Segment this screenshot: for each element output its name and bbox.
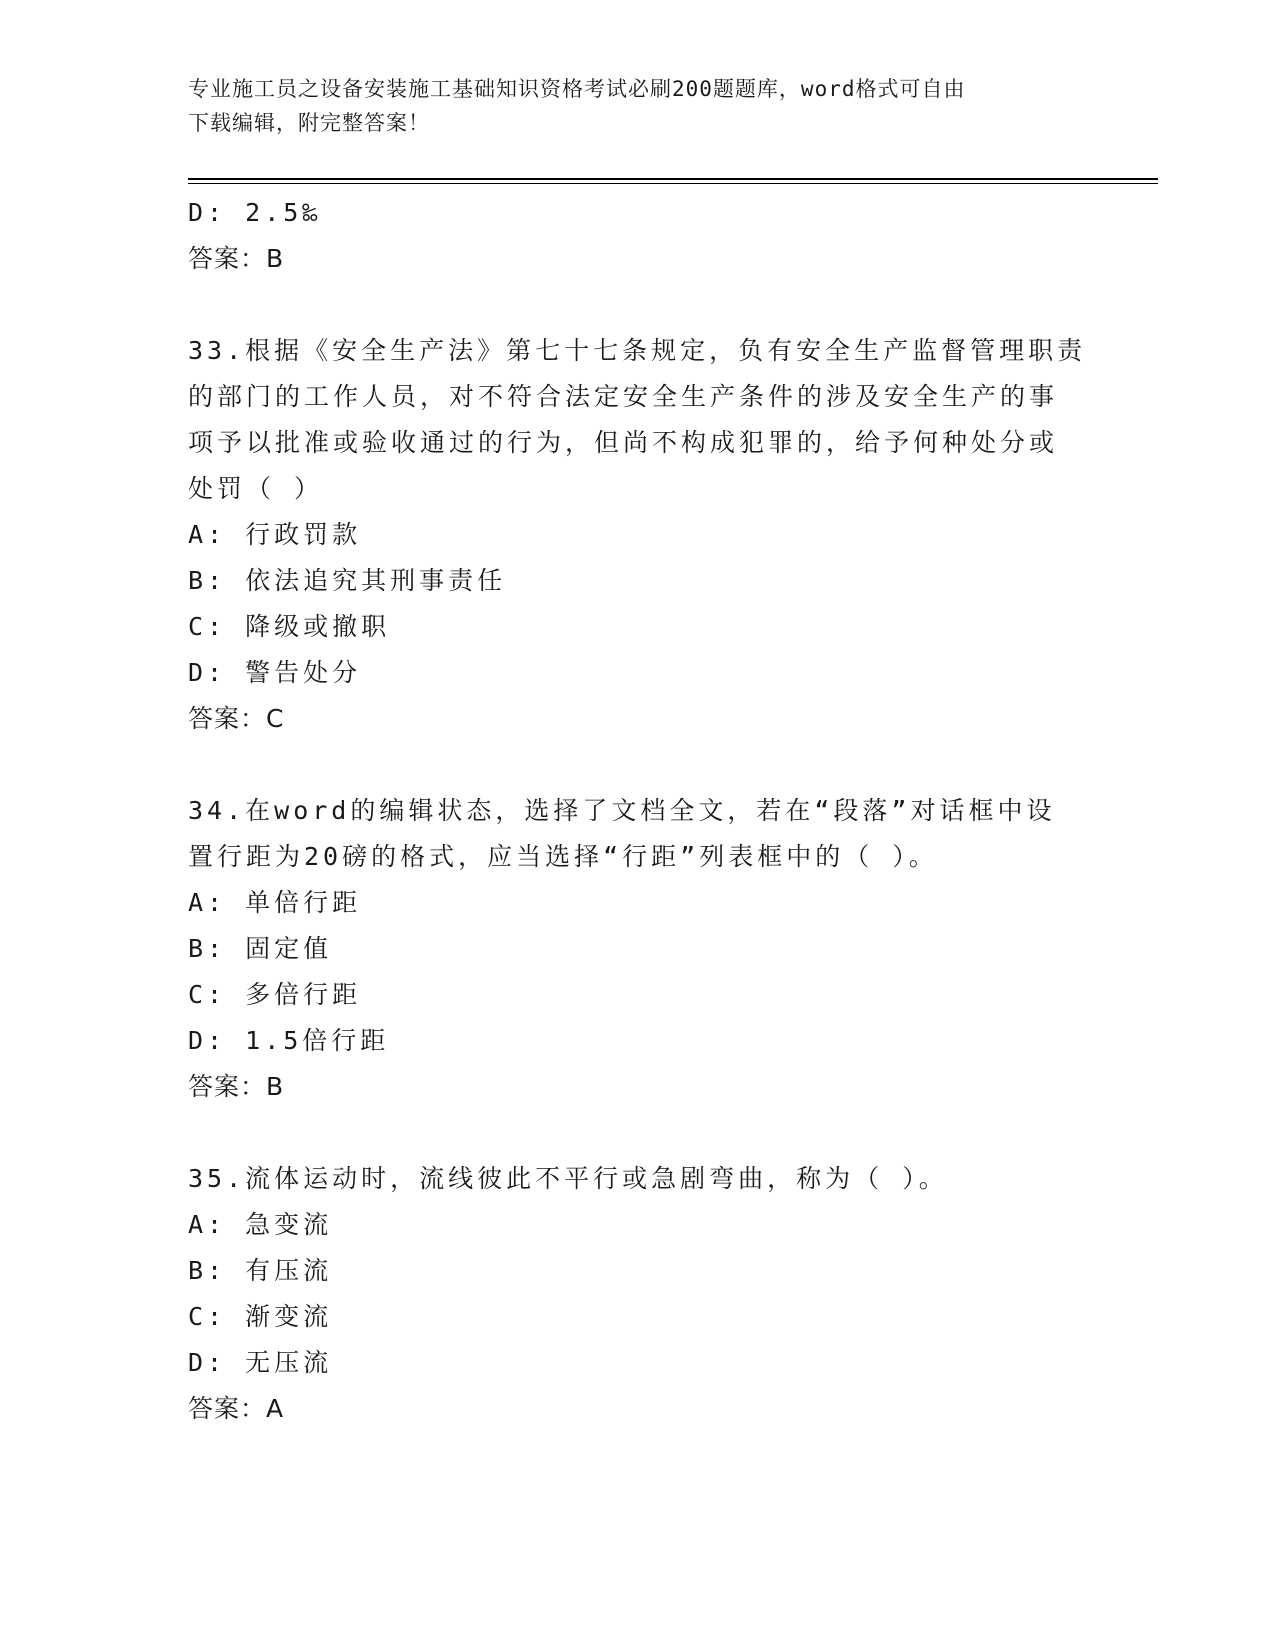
question-33-option-c: C: 降级或撤职 bbox=[188, 612, 391, 641]
document-body bbox=[188, 190, 1088, 1432]
prev-answer: 答案：B bbox=[188, 244, 285, 273]
question-35-option-b: B: 有压流 bbox=[188, 1256, 333, 1285]
question-33-option-a: A: 行政罚款 bbox=[188, 520, 362, 549]
question-33-answer: 答案：C bbox=[188, 704, 285, 733]
question-33-line-2: 的部门的工作人员，对不符合法定安全生产条件的涉及安全生产的事 bbox=[188, 382, 1059, 411]
question-35-line-1: 35.流体运动时，流线彼此不平行或急剧弯曲，称为（ ）。 bbox=[188, 1164, 948, 1193]
question-35-option-c: C: 渐变流 bbox=[188, 1302, 333, 1331]
header-rule-thin bbox=[188, 183, 1158, 184]
question-33-line-4: 处罚（ ） bbox=[188, 474, 324, 503]
spacer bbox=[188, 742, 1088, 788]
question-33-option-b: B: 依法追究其刑事责任 bbox=[188, 566, 507, 595]
header-line-1: 专业施工员之设备安装施工基础知识资格考试必刷200题题库，word格式可自由 bbox=[188, 77, 966, 101]
question-33-option-d: D: 警告处分 bbox=[188, 658, 362, 687]
question-34-line-2: 置行距为20磅的格式，应当选择“行距”列表框中的（ ）。 bbox=[188, 842, 938, 871]
question-34-option-c: C: 多倍行距 bbox=[188, 980, 362, 1009]
question-35 bbox=[188, 1156, 1088, 1432]
question-33-line-1: 33.根据《安全生产法》第七十七条规定，负有安全生产监督管理职责 bbox=[188, 336, 1087, 365]
prev-option-d: D: 2.5‰ bbox=[188, 198, 322, 227]
spacer bbox=[188, 1110, 1088, 1156]
question-34-answer: 答案：B bbox=[188, 1072, 285, 1101]
document-header bbox=[188, 72, 1088, 140]
question-35-option-d: D: 无压流 bbox=[188, 1348, 333, 1377]
question-33 bbox=[188, 328, 1088, 742]
question-35-option-a: A: 急变流 bbox=[188, 1210, 333, 1239]
question-33-line-3: 项予以批准或验收通过的行为，但尚不构成犯罪的，给予何种处分或 bbox=[188, 428, 1059, 457]
header-line-2: 下载编辑，附完整答案！ bbox=[188, 111, 430, 135]
question-35-answer: 答案：A bbox=[188, 1394, 285, 1423]
question-34-option-b: B: 固定值 bbox=[188, 934, 333, 963]
question-34-line-1: 34.在word的编辑状态，选择了文档全文，若在“段落”对话框中设 bbox=[188, 796, 1056, 825]
header-rule-thick bbox=[188, 178, 1158, 180]
spacer bbox=[188, 282, 1088, 328]
question-34 bbox=[188, 788, 1088, 1110]
question-34-option-d: D: 1.5倍行距 bbox=[188, 1026, 390, 1055]
question-34-option-a: A: 单倍行距 bbox=[188, 888, 362, 917]
